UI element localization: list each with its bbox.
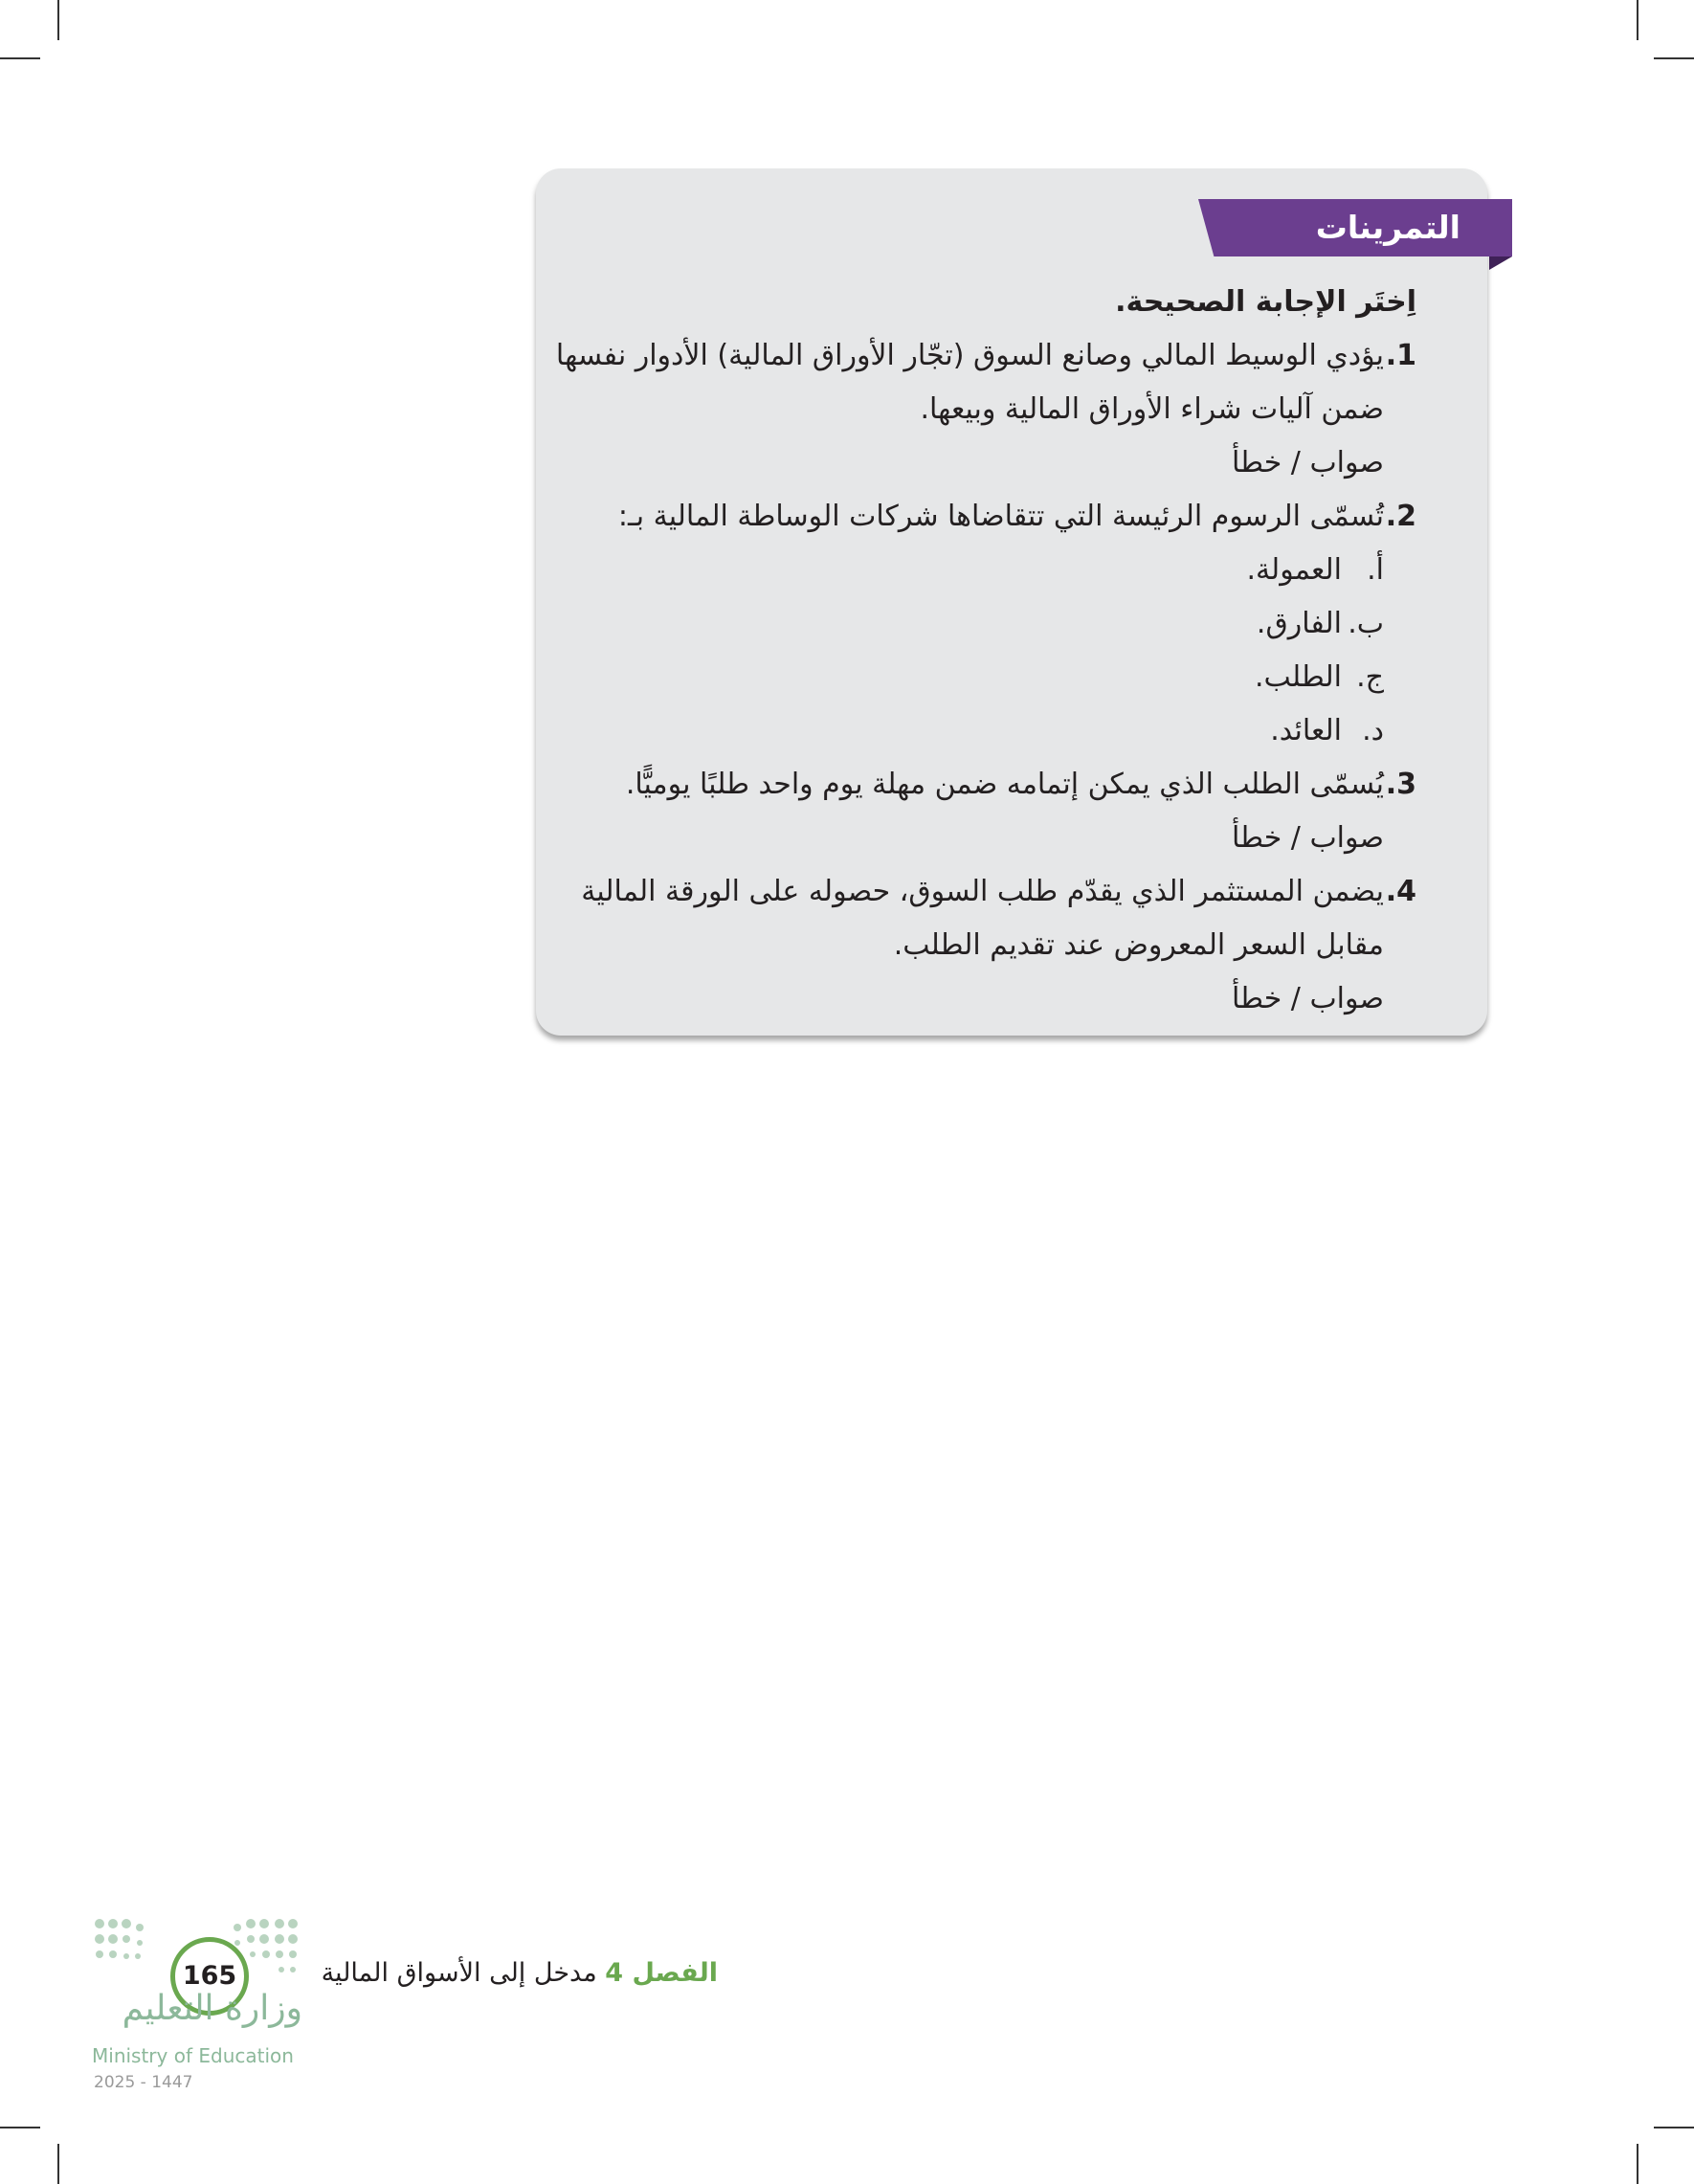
question-3-answer: صواب / خطأ: [1231, 821, 1384, 855]
question-text: تُسمّى الرسوم الرئيسة التي تتقاضاها شركات الوساطة المالية بـ:: [617, 500, 1384, 533]
option-c: [565, 651, 1416, 704]
question-text: يؤدي الوسيط المالي وصانع السوق (تجّار الأوراق المالية) الأدوار نفسها: [555, 339, 1384, 372]
exercises-content: [555, 276, 1416, 1026]
option-letter: ج.: [1356, 660, 1384, 694]
crop-mark: [1654, 57, 1694, 59]
crop-mark: [57, 0, 59, 40]
question-4-answer: صواب / خطأ: [1231, 982, 1384, 1015]
crop-mark: [0, 57, 40, 59]
option-d: [565, 704, 1416, 758]
question-3: [565, 758, 1416, 812]
exercises-tab-fold: [1489, 256, 1512, 270]
option-a: [565, 544, 1416, 597]
option-text: العمولة.: [1246, 553, 1342, 587]
question-text: يُسمّى الطلب الذي يمكن إتمامه ضمن مهلة يوم واحد طلبًا يوميًّا.: [625, 768, 1384, 801]
edition-year: 2025 - 1447: [94, 2073, 193, 2092]
page-number: 165: [170, 1937, 249, 2016]
option-letter: ب.: [1348, 607, 1384, 640]
footer-chapter: [287, 1958, 718, 1988]
crop-mark: [1637, 0, 1638, 40]
crop-mark: [57, 2144, 59, 2184]
option-text: الطلب.: [1254, 660, 1342, 694]
ministry-name-arabic: وزارة التعليم: [122, 1989, 302, 2028]
question-number: 4.: [1385, 875, 1416, 908]
question-2: [565, 490, 1416, 544]
crop-mark: [1654, 2127, 1694, 2128]
question-1-answer: صواب / خطأ: [1231, 446, 1384, 479]
option-text: الفارق.: [1256, 607, 1342, 640]
option-letter: أ.: [1367, 553, 1384, 587]
chapter-title: مدخل إلى الأسواق المالية: [321, 1958, 597, 1988]
crop-mark: [0, 2127, 40, 2128]
instruction: اِختَر الإجابة الصحيحة.: [1115, 285, 1416, 319]
question-text: يضمن المستثمر الذي يقدّم طلب السوق، حصوله على الورقة المالية: [581, 875, 1384, 908]
option-letter: د.: [1362, 714, 1384, 747]
question-number: 2.: [1385, 500, 1416, 533]
exercises-title: التمرينات: [1315, 209, 1460, 246]
ministry-name-english: Ministry of Education: [92, 2044, 294, 2067]
crop-mark: [1637, 2144, 1638, 2184]
question-4: [565, 865, 1416, 919]
question-1: [555, 329, 1416, 383]
question-number: 3.: [1385, 768, 1416, 801]
option-text: العائد.: [1270, 714, 1342, 747]
option-b: [565, 597, 1416, 651]
question-number: 1.: [1385, 339, 1416, 372]
question-4-continued: مقابل السعر المعروض عند تقديم الطلب.: [893, 928, 1384, 962]
question-1-continued: ضمن آليات شراء الأوراق المالية وبيعها.: [920, 392, 1384, 426]
chapter-label: الفصل 4: [605, 1958, 718, 1988]
